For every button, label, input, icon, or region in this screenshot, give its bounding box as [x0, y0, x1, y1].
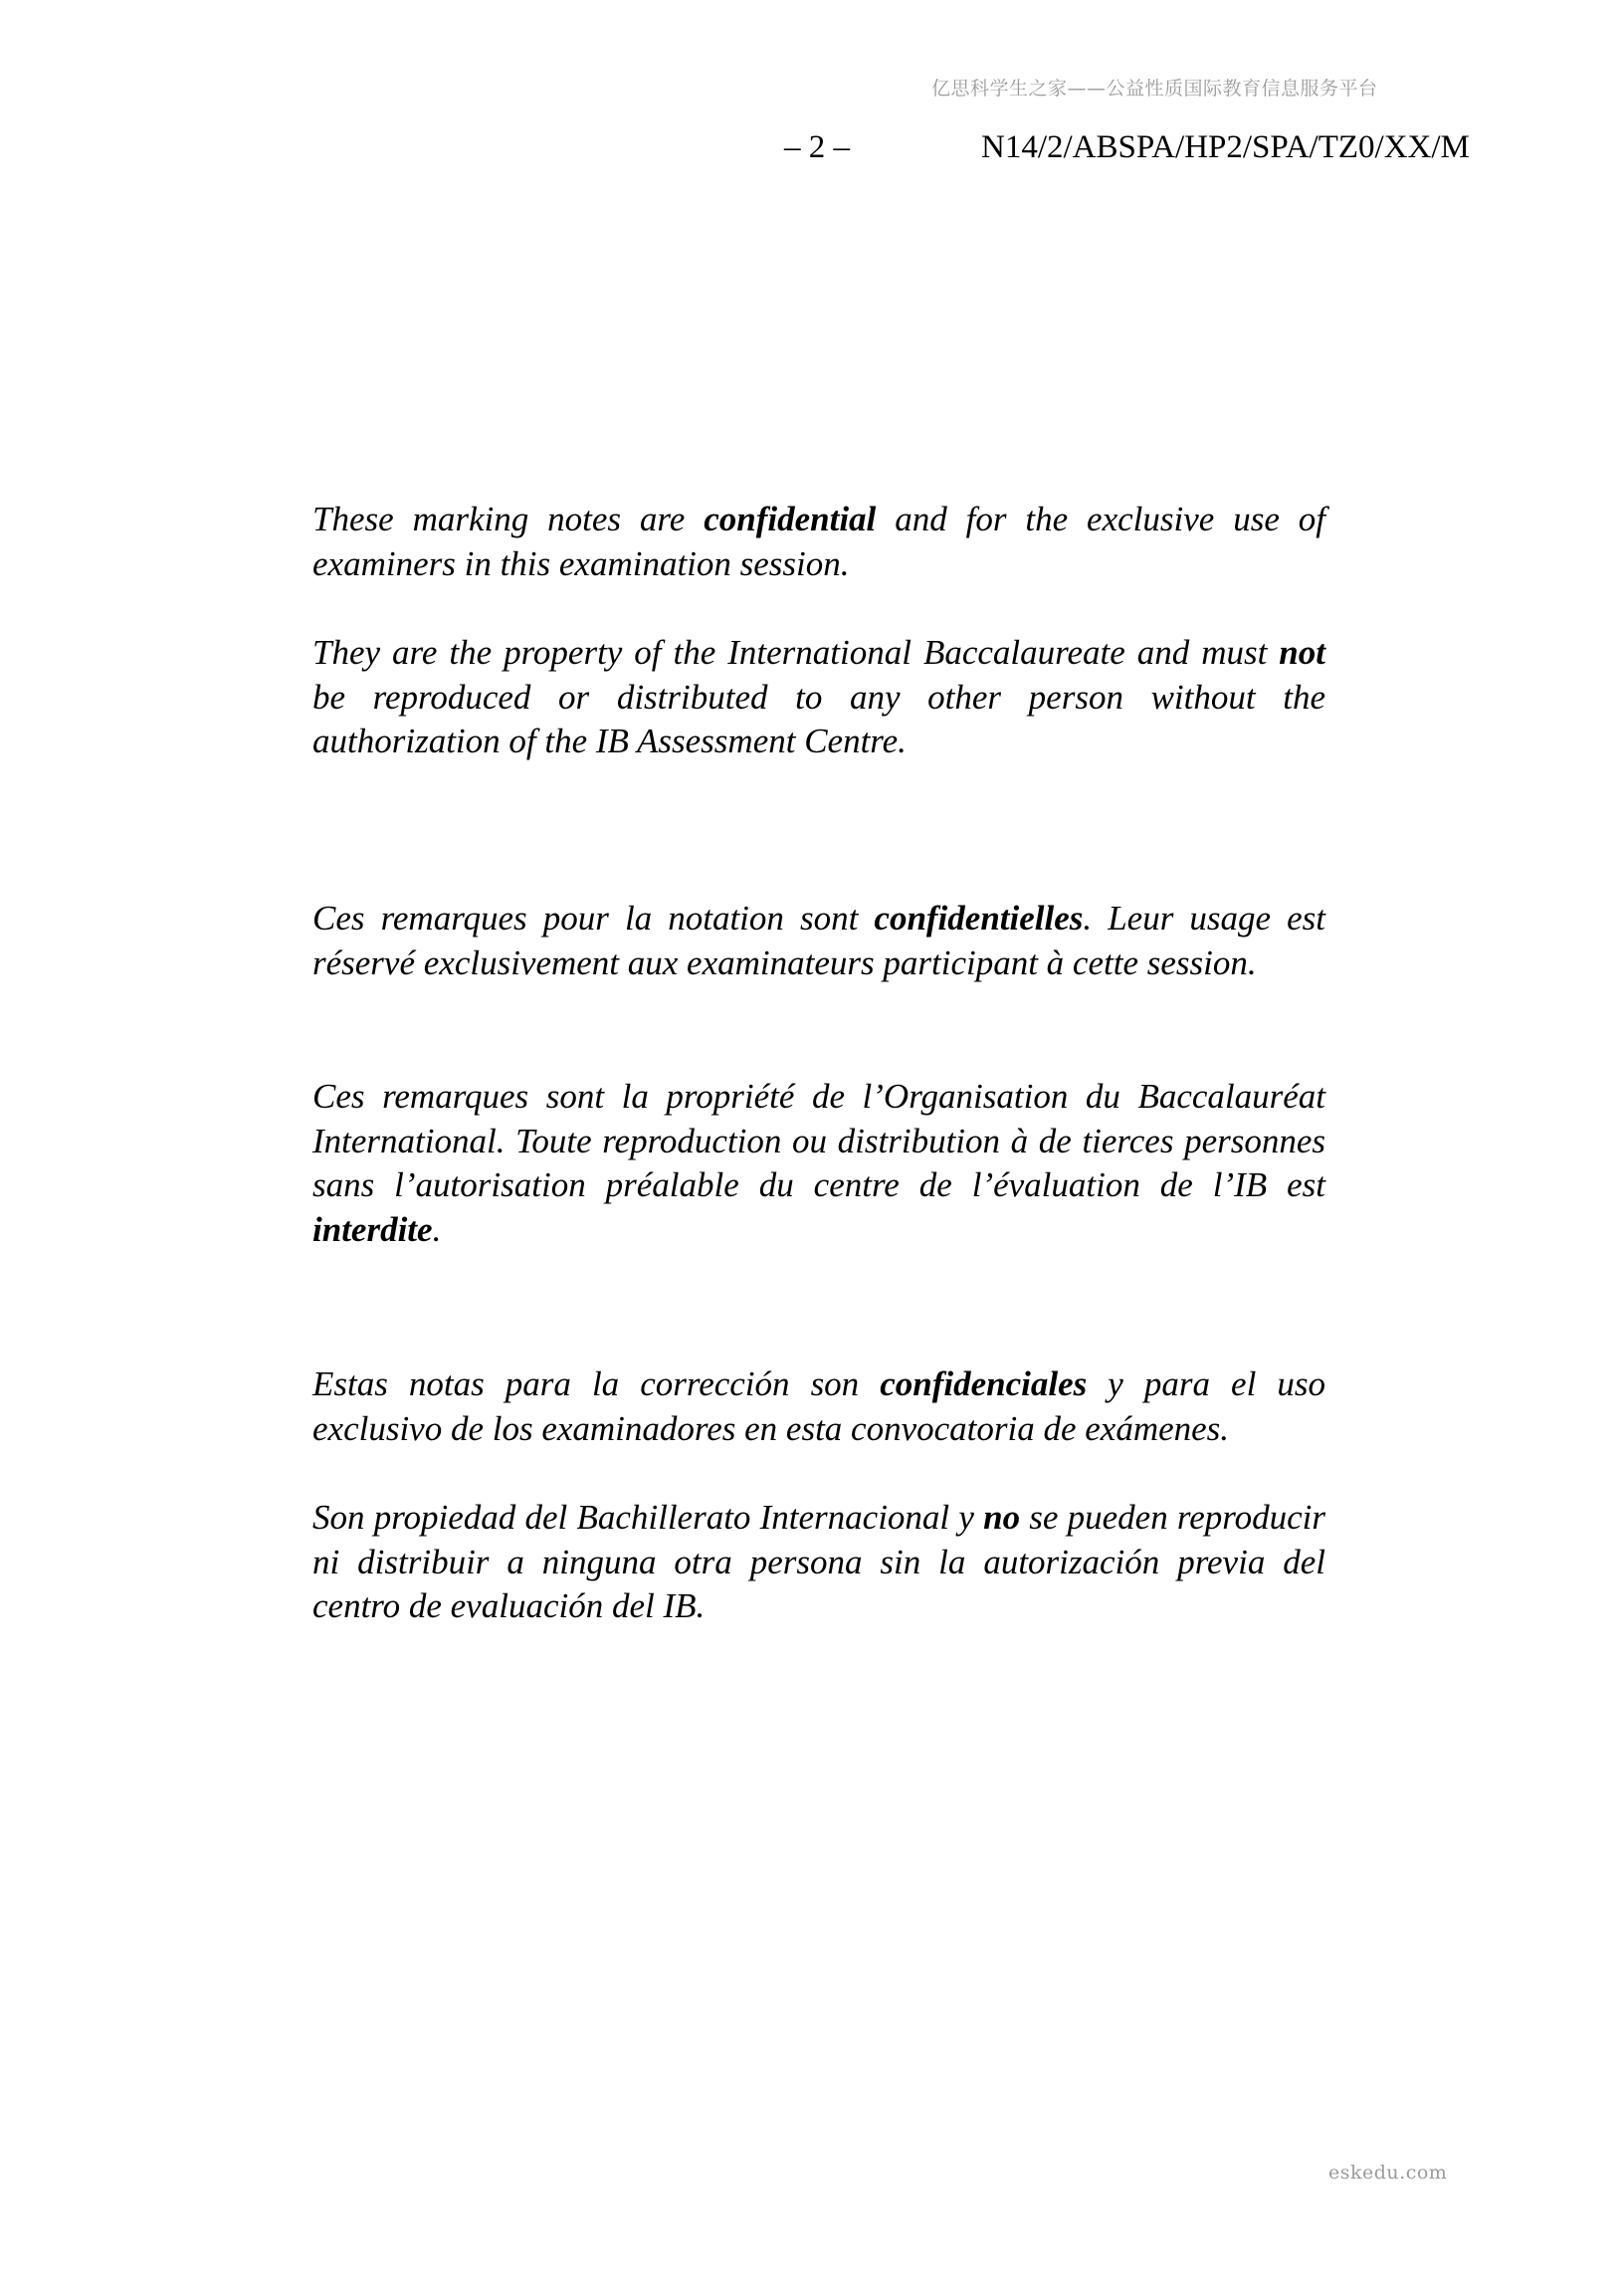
- spanish-paragraph-confidential: [312, 1362, 1325, 1451]
- french-notice-1: [312, 897, 1325, 985]
- emphasis-not: not: [1279, 633, 1325, 672]
- english-paragraph-property: [312, 631, 1325, 764]
- text-segment: Ces remarques sont la propriété de l’Organisation du Baccalauréat International. Toute reproduction ou distribution à de tierces personnes sans l’autorisation préalable du centre de l’évaluation de l’IB est: [312, 1077, 1325, 1204]
- text-segment: be reproduced or distributed to any other person without the authorization of the IB Assessment Centre.: [312, 677, 1325, 760]
- text-segment: Estas notas para la corrección son: [312, 1364, 881, 1403]
- text-segment: Ces remarques pour la notation sont: [312, 899, 875, 938]
- english-notice-2: [312, 631, 1325, 764]
- page-number: – 2 –: [784, 129, 850, 165]
- text-segment: These marking notes are: [312, 500, 705, 538]
- text-segment: se pueden reproducir ni distribuir a ninguna otra persona sin la autorización previa del centro de evaluación del IB.: [312, 1498, 1325, 1625]
- emphasis-interdite: interdite: [312, 1209, 433, 1249]
- emphasis-confidentielles: confidentielles: [874, 899, 1084, 938]
- emphasis-confidential: confidential: [704, 500, 877, 538]
- emphasis-confidenciales: confidenciales: [880, 1364, 1088, 1403]
- french-paragraph-property: [312, 1075, 1325, 1252]
- text-segment: .: [432, 1209, 442, 1249]
- spanish-paragraph-property: [312, 1496, 1325, 1629]
- spanish-notice-2: [312, 1496, 1325, 1629]
- text-segment: Son propiedad del Bachillerato Internacional y: [312, 1498, 984, 1537]
- spanish-notice-1: [312, 1362, 1325, 1451]
- english-paragraph-confidential: [312, 498, 1325, 586]
- french-paragraph-confidential: [312, 897, 1325, 985]
- french-notice-2: [312, 1075, 1325, 1252]
- text-segment: . Leur usage est réservé exclusivement aux examinateurs participant à cette session.: [312, 899, 1325, 982]
- header-watermark: 亿思科学生之家——公益性质国际教育信息服务平台: [931, 78, 1378, 100]
- english-notice-1: [312, 498, 1325, 586]
- footer-watermark: eskedu.com: [1328, 2162, 1448, 2184]
- emphasis-no: no: [983, 1498, 1021, 1537]
- text-segment: y para el uso exclusivo de los examinadores en esta convocatoria de exámenes.: [312, 1364, 1325, 1448]
- text-segment: They are the property of the International Baccalaureate and must: [312, 633, 1280, 672]
- document-code: N14/2/ABSPA/HP2/SPA/TZ0/XX/M: [981, 129, 1470, 165]
- text-segment: and for the exclusive use of examiners in this examination session.: [312, 500, 1326, 583]
